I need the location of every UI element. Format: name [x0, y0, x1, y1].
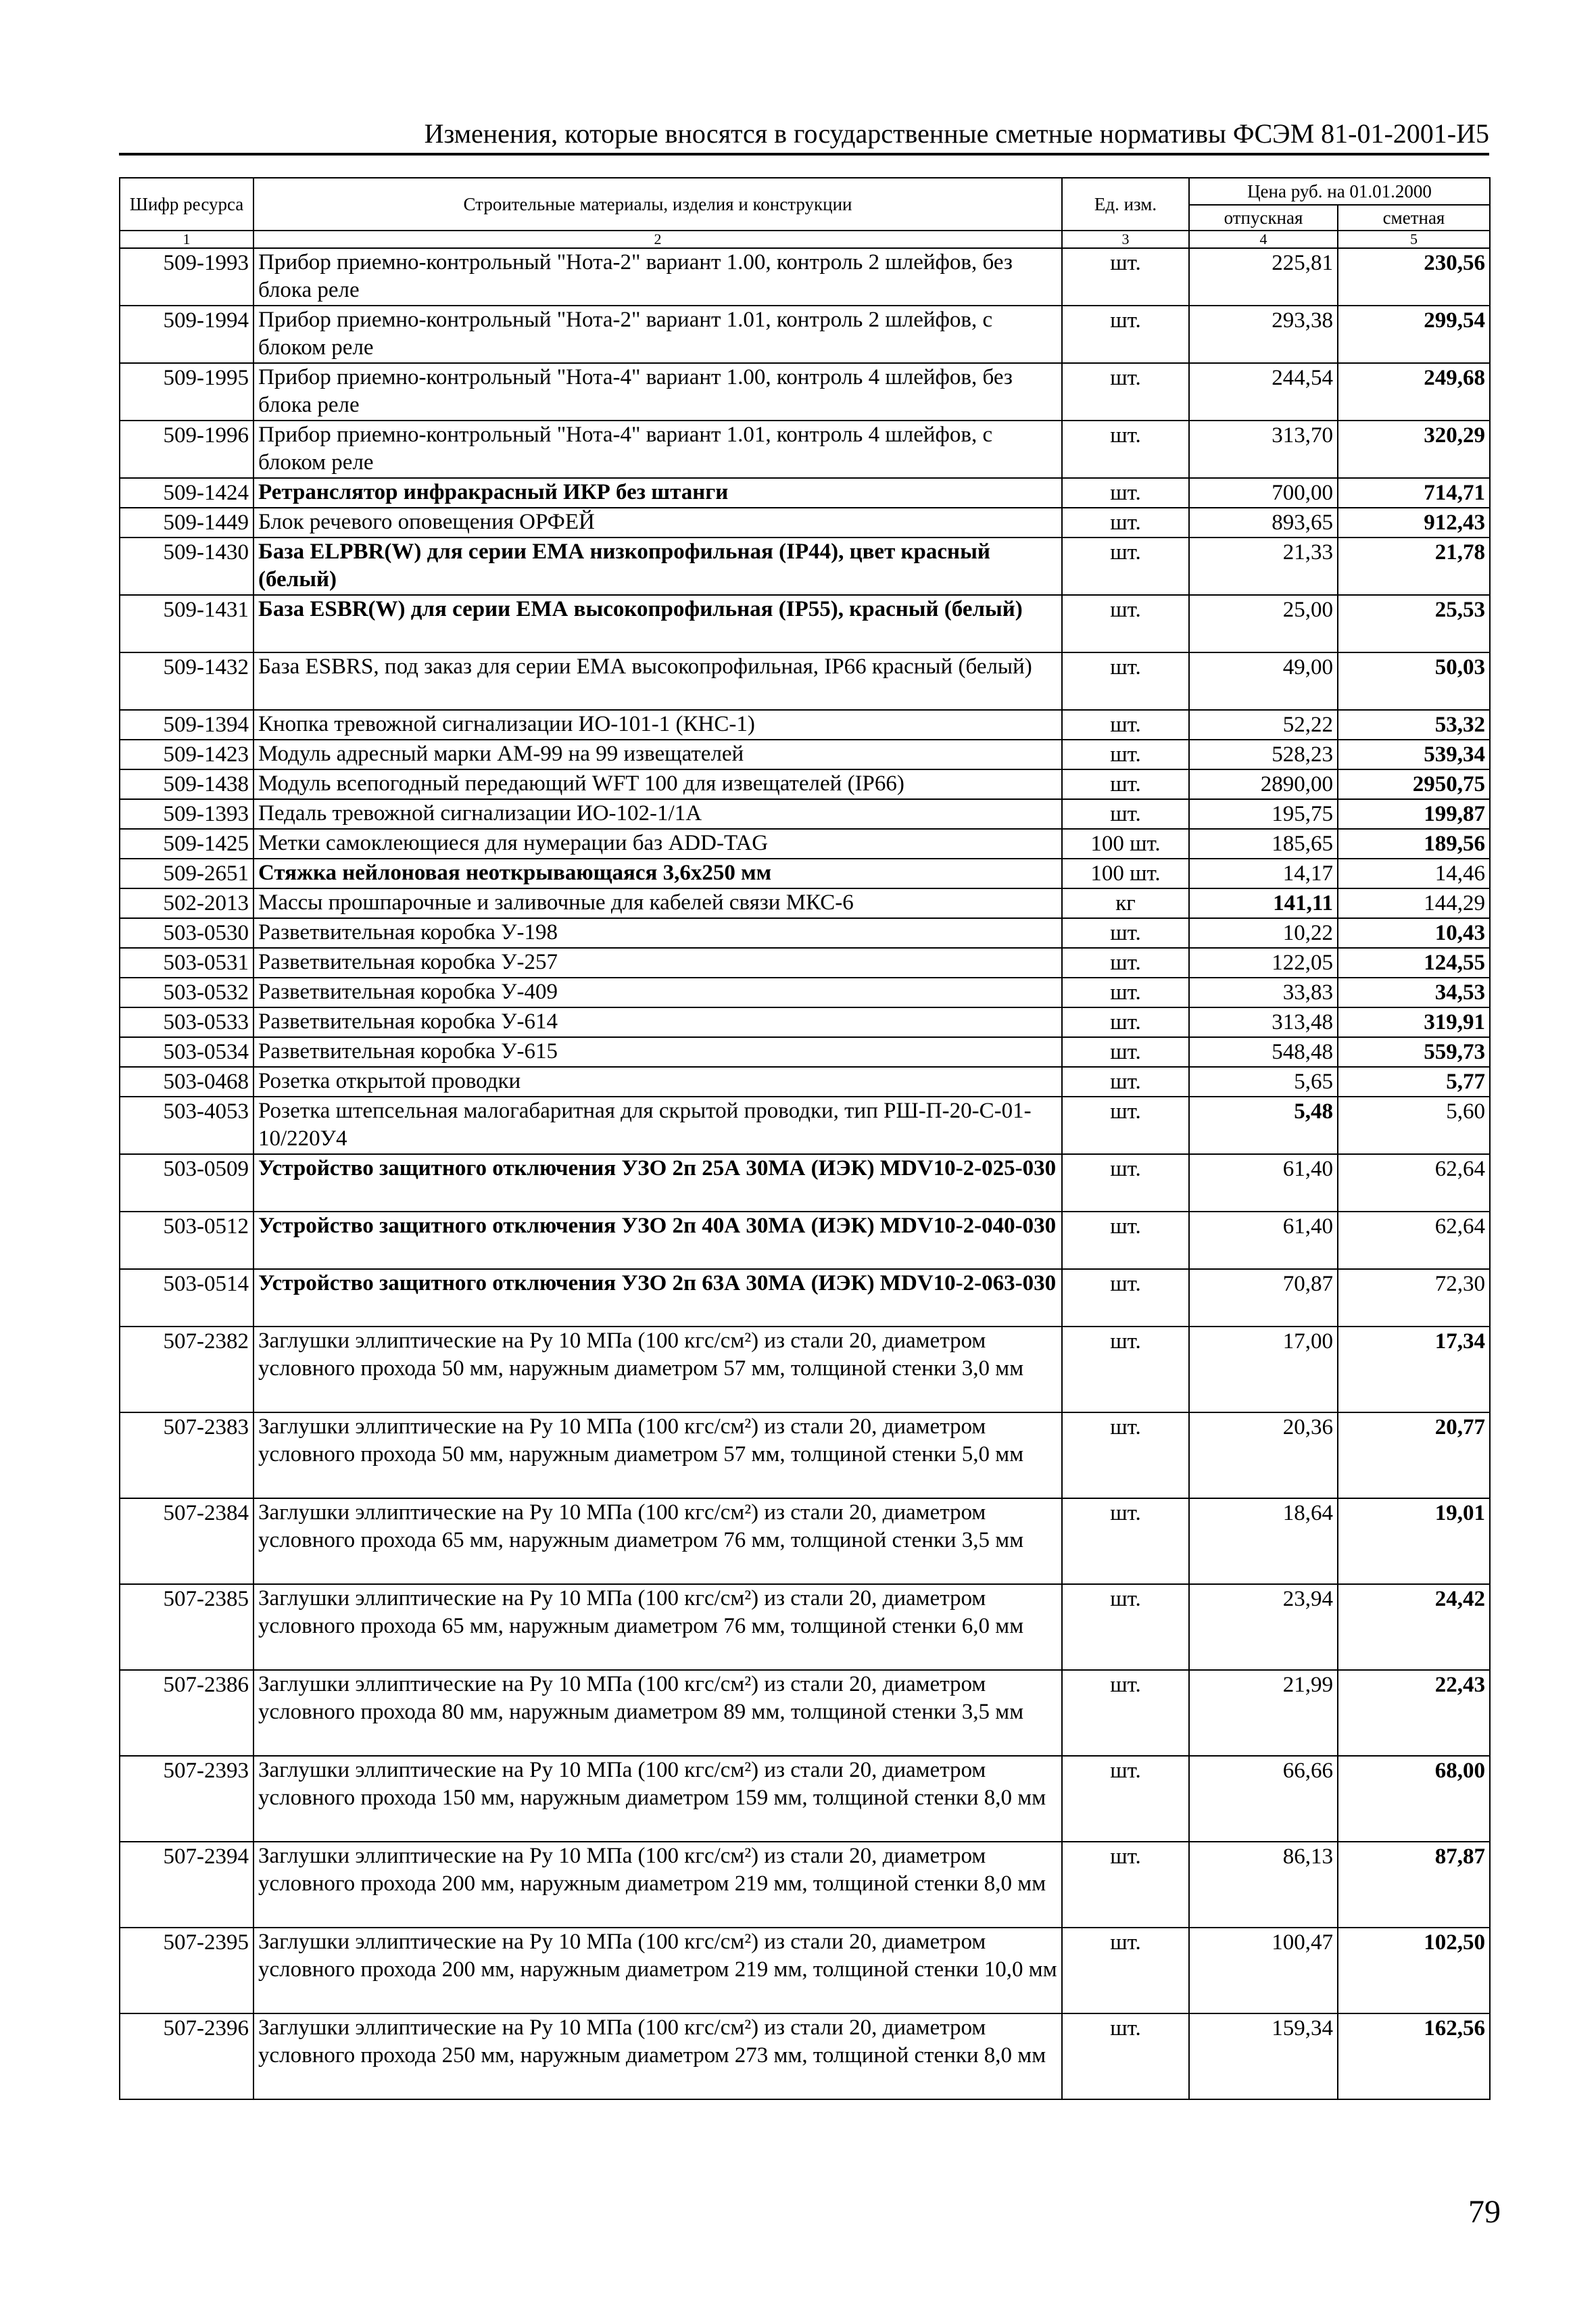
- cell-code: 503-0512: [120, 1212, 253, 1269]
- table-row: [120, 306, 1490, 363]
- cell-price-release: 225,81: [1189, 248, 1338, 306]
- table-row: [120, 248, 1490, 306]
- table-row: [120, 363, 1490, 421]
- cell-price-release: 14,17: [1189, 859, 1338, 888]
- cell-code: 503-0530: [120, 918, 253, 948]
- cell-price-release: 10,22: [1189, 918, 1338, 948]
- cell-price-estimate: 714,71: [1338, 478, 1490, 508]
- cell-name: Блок речевого оповещения ОРФЕЙ: [253, 508, 1062, 538]
- cell-price-estimate: 53,32: [1338, 710, 1490, 740]
- cell-name: Заглушки эллиптические на Ру 10 МПа (100 кгс/см²) из стали 20, диаметром условного прохода 200 мм, наружным диаметром 219 мм, толщиной стенки 8,0 мм: [253, 1842, 1062, 1928]
- page-header-title: Изменения, которые вносятся в государственные сметные нормативы ФСЭМ 81-01-2001-И5: [424, 118, 1489, 149]
- cell-code: 509-1430: [120, 538, 253, 595]
- table-row: [120, 652, 1490, 710]
- table-body: [120, 248, 1490, 2099]
- cell-code: 509-1438: [120, 769, 253, 799]
- column-number: 5: [1338, 231, 1490, 248]
- table-row: [120, 888, 1490, 918]
- table-row: [120, 595, 1490, 652]
- table-row: [120, 1327, 1490, 1412]
- cell-price-estimate: 72,30: [1338, 1269, 1490, 1327]
- cell-price-estimate: 68,00: [1338, 1756, 1490, 1842]
- table-row: [120, 829, 1490, 859]
- cell-unit: шт.: [1062, 1670, 1189, 1756]
- cell-name: Модуль всепогодный передающий WFT 100 для извещателей (IP66): [253, 769, 1062, 799]
- cell-unit: шт.: [1062, 1412, 1189, 1498]
- cell-unit: шт.: [1062, 1067, 1189, 1097]
- cell-code: 507-2385: [120, 1584, 253, 1670]
- cell-price-estimate: 320,29: [1338, 421, 1490, 478]
- table-row: [120, 1498, 1490, 1584]
- cell-price-release: 893,65: [1189, 508, 1338, 538]
- cell-unit: шт.: [1062, 1498, 1189, 1584]
- table-row: [120, 1154, 1490, 1212]
- header-price-group: Цена руб. на 01.01.2000: [1189, 178, 1490, 205]
- cell-name: Устройство защитного отключения УЗО 2п 40А 30МА (ИЭК) MDV10-2-040-030: [253, 1212, 1062, 1269]
- cell-name: База ESBR(W) для серии ЕМА высокопрофильная (IP55), красный (белый): [253, 595, 1062, 652]
- cell-unit: шт.: [1062, 710, 1189, 740]
- cell-code: 503-0531: [120, 948, 253, 978]
- cell-price-release: 700,00: [1189, 478, 1338, 508]
- cell-price-estimate: 319,91: [1338, 1007, 1490, 1037]
- table-row: [120, 918, 1490, 948]
- cell-code: 507-2384: [120, 1498, 253, 1584]
- cell-unit: шт.: [1062, 421, 1189, 478]
- cell-code: 503-0532: [120, 978, 253, 1007]
- cell-code: 509-1424: [120, 478, 253, 508]
- cell-price-release: 70,87: [1189, 1269, 1338, 1327]
- table-row: [120, 1670, 1490, 1756]
- cell-price-release: 548,48: [1189, 1037, 1338, 1067]
- cell-price-estimate: 249,68: [1338, 363, 1490, 421]
- cell-unit: шт.: [1062, 740, 1189, 769]
- cell-price-release: 61,40: [1189, 1212, 1338, 1269]
- cell-code: 507-2382: [120, 1327, 253, 1412]
- cell-unit: шт.: [1062, 948, 1189, 978]
- table-row: [120, 1007, 1490, 1037]
- table-row: [120, 1212, 1490, 1269]
- cell-price-estimate: 17,34: [1338, 1327, 1490, 1412]
- header-rule: [119, 153, 1489, 156]
- cell-unit: шт.: [1062, 1928, 1189, 2013]
- table-row: [120, 710, 1490, 740]
- cell-name: Розетка открытой проводки: [253, 1067, 1062, 1097]
- cell-price-estimate: 539,34: [1338, 740, 1490, 769]
- cell-price-release: 61,40: [1189, 1154, 1338, 1212]
- cell-price-release: 141,11: [1189, 888, 1338, 918]
- cell-code: 509-1995: [120, 363, 253, 421]
- cell-unit: шт.: [1062, 1212, 1189, 1269]
- cell-price-release: 5,65: [1189, 1067, 1338, 1097]
- cell-unit: шт.: [1062, 478, 1189, 508]
- cell-unit: шт.: [1062, 1154, 1189, 1212]
- cell-name: Устройство защитного отключения УЗО 2п 25А 30МА (ИЭК) MDV10-2-025-030: [253, 1154, 1062, 1212]
- table-row: [120, 538, 1490, 595]
- table-row: [120, 1584, 1490, 1670]
- cell-price-release: 528,23: [1189, 740, 1338, 769]
- column-number: 3: [1062, 231, 1189, 248]
- cell-unit: шт.: [1062, 769, 1189, 799]
- cell-price-estimate: 25,53: [1338, 595, 1490, 652]
- cell-code: 507-2383: [120, 1412, 253, 1498]
- table-row: [120, 2013, 1490, 2099]
- header-price-release: отпускная: [1189, 205, 1338, 231]
- cell-name: База ELPBR(W) для серии ЕМА низкопрофильная (IP44), цвет красный (белый): [253, 538, 1062, 595]
- cell-code: 502-2013: [120, 888, 253, 918]
- cell-name: Стяжка нейлоновая неоткрывающаяся 3,6х250 мм: [253, 859, 1062, 888]
- table-row: [120, 1097, 1490, 1154]
- cell-name: Модуль адресный марки АМ-99 на 99 извещателей: [253, 740, 1062, 769]
- cell-code: 507-2386: [120, 1670, 253, 1756]
- cell-unit: шт.: [1062, 652, 1189, 710]
- cell-unit: шт.: [1062, 363, 1189, 421]
- cell-price-estimate: 5,60: [1338, 1097, 1490, 1154]
- cell-unit: шт.: [1062, 1269, 1189, 1327]
- cell-code: 509-1423: [120, 740, 253, 769]
- cell-code: 503-0514: [120, 1269, 253, 1327]
- cell-price-release: 5,48: [1189, 1097, 1338, 1154]
- cell-unit: шт.: [1062, 538, 1189, 595]
- cell-unit: шт.: [1062, 248, 1189, 306]
- cell-code: 509-1994: [120, 306, 253, 363]
- cell-price-release: 49,00: [1189, 652, 1338, 710]
- cell-unit: шт.: [1062, 918, 1189, 948]
- cell-name: Ретранслятор инфракрасный ИКР без штанги: [253, 478, 1062, 508]
- cell-name: Розетка штепсельная малогабаритная для скрытой проводки, тип РШ-П-20-С-01-10/220У4: [253, 1097, 1062, 1154]
- cell-code: 507-2396: [120, 2013, 253, 2099]
- price-table: [119, 177, 1491, 2100]
- table-row: [120, 421, 1490, 478]
- cell-name: Разветвительная коробка У-409: [253, 978, 1062, 1007]
- cell-price-estimate: 199,87: [1338, 799, 1490, 829]
- cell-price-estimate: 5,77: [1338, 1067, 1490, 1097]
- cell-name: Заглушки эллиптические на Ру 10 МПа (100 кгс/см²) из стали 20, диаметром условного прохода 65 мм, наружным диаметром 76 мм, толщиной стенки 3,5 мм: [253, 1498, 1062, 1584]
- cell-name: Заглушки эллиптические на Ру 10 МПа (100 кгс/см²) из стали 20, диаметром условного прохода 50 мм, наружным диаметром 57 мм, толщиной стенки 5,0 мм: [253, 1412, 1062, 1498]
- cell-code: 509-1432: [120, 652, 253, 710]
- cell-price-release: 122,05: [1189, 948, 1338, 978]
- cell-price-release: 33,83: [1189, 978, 1338, 1007]
- cell-price-estimate: 912,43: [1338, 508, 1490, 538]
- cell-price-estimate: 189,56: [1338, 829, 1490, 859]
- cell-name: Заглушки эллиптические на Ру 10 МПа (100 кгс/см²) из стали 20, диаметром условного прохода 80 мм, наружным диаметром 89 мм, толщиной стенки 3,5 мм: [253, 1670, 1062, 1756]
- header-unit: Ед. изм.: [1062, 178, 1189, 231]
- cell-unit: шт.: [1062, 1037, 1189, 1067]
- cell-code: 503-0468: [120, 1067, 253, 1097]
- cell-price-estimate: 21,78: [1338, 538, 1490, 595]
- cell-price-release: 313,70: [1189, 421, 1338, 478]
- column-number: 1: [120, 231, 253, 248]
- cell-unit: шт.: [1062, 508, 1189, 538]
- cell-code: 509-1993: [120, 248, 253, 306]
- header-name: Строительные материалы, изделия и конструкции: [253, 178, 1062, 231]
- table-row: [120, 478, 1490, 508]
- cell-name: Разветвительная коробка У-614: [253, 1007, 1062, 1037]
- cell-price-estimate: 559,73: [1338, 1037, 1490, 1067]
- cell-unit: шт.: [1062, 1756, 1189, 1842]
- cell-name: Заглушки эллиптические на Ру 10 МПа (100 кгс/см²) из стали 20, диаметром условного прохода 250 мм, наружным диаметром 273 мм, толщиной стенки 8,0 мм: [253, 2013, 1062, 2099]
- cell-code: 507-2395: [120, 1928, 253, 2013]
- table-row: [120, 1756, 1490, 1842]
- cell-name: Прибор приемно-контрольный "Нота-4" вариант 1.00, контроль 4 шлейфов, без блока реле: [253, 363, 1062, 421]
- table-row: [120, 508, 1490, 538]
- page-number: 79: [1468, 2194, 1501, 2230]
- cell-price-estimate: 22,43: [1338, 1670, 1490, 1756]
- cell-code: 503-0533: [120, 1007, 253, 1037]
- cell-name: Прибор приемно-контрольный "Нота-4" вариант 1.01, контроль 4 шлейфов, с блоком реле: [253, 421, 1062, 478]
- cell-price-release: 21,99: [1189, 1670, 1338, 1756]
- cell-name: Разветвительная коробка У-198: [253, 918, 1062, 948]
- table-row: [120, 769, 1490, 799]
- cell-code: 509-1449: [120, 508, 253, 538]
- cell-price-release: 18,64: [1189, 1498, 1338, 1584]
- cell-price-estimate: 299,54: [1338, 306, 1490, 363]
- cell-price-estimate: 2950,75: [1338, 769, 1490, 799]
- table-row: [120, 1067, 1490, 1097]
- table-header: [120, 178, 1490, 248]
- column-number: 2: [253, 231, 1062, 248]
- cell-name: Массы прошпарочные и заливочные для кабелей связи МКС-6: [253, 888, 1062, 918]
- table-row: [120, 859, 1490, 888]
- cell-unit: шт.: [1062, 799, 1189, 829]
- cell-price-estimate: 102,50: [1338, 1928, 1490, 2013]
- cell-price-estimate: 144,29: [1338, 888, 1490, 918]
- header-price-estimate: сметная: [1338, 205, 1490, 231]
- cell-price-release: 21,33: [1189, 538, 1338, 595]
- cell-price-estimate: 20,77: [1338, 1412, 1490, 1498]
- cell-code: 503-0534: [120, 1037, 253, 1067]
- cell-name: Кнопка тревожной сигнализации ИО-101-1 (КНС-1): [253, 710, 1062, 740]
- cell-price-estimate: 50,03: [1338, 652, 1490, 710]
- table-row: [120, 1412, 1490, 1498]
- cell-unit: 100 шт.: [1062, 859, 1189, 888]
- cell-price-estimate: 14,46: [1338, 859, 1490, 888]
- cell-name: Заглушки эллиптические на Ру 10 МПа (100 кгс/см²) из стали 20, диаметром условного прохода 200 мм, наружным диаметром 219 мм, толщиной стенки 10,0 мм: [253, 1928, 1062, 2013]
- header-code: Шифр ресурса: [120, 178, 253, 231]
- cell-code: 507-2393: [120, 1756, 253, 1842]
- table-row: [120, 978, 1490, 1007]
- table-row: [120, 1928, 1490, 2013]
- cell-name: Метки самоклеющиеся для нумерации баз ADD-TAG: [253, 829, 1062, 859]
- cell-code: 509-2651: [120, 859, 253, 888]
- cell-name: Разветвительная коробка У-257: [253, 948, 1062, 978]
- cell-price-release: 2890,00: [1189, 769, 1338, 799]
- cell-unit: шт.: [1062, 1584, 1189, 1670]
- cell-price-release: 293,38: [1189, 306, 1338, 363]
- cell-price-estimate: 230,56: [1338, 248, 1490, 306]
- cell-code: 509-1425: [120, 829, 253, 859]
- cell-name: Прибор приемно-контрольный "Нота-2" вариант 1.00, контроль 2 шлейфов, без блока реле: [253, 248, 1062, 306]
- table-row: [120, 1269, 1490, 1327]
- cell-code: 503-4053: [120, 1097, 253, 1154]
- cell-unit: кг: [1062, 888, 1189, 918]
- cell-price-release: 17,00: [1189, 1327, 1338, 1412]
- cell-price-release: 52,22: [1189, 710, 1338, 740]
- cell-code: 509-1431: [120, 595, 253, 652]
- cell-name: Заглушки эллиптические на Ру 10 МПа (100 кгс/см²) из стали 20, диаметром условного прохода 50 мм, наружным диаметром 57 мм, толщиной стенки 3,0 мм: [253, 1327, 1062, 1412]
- cell-price-release: 25,00: [1189, 595, 1338, 652]
- cell-price-release: 100,47: [1189, 1928, 1338, 2013]
- cell-unit: шт.: [1062, 1842, 1189, 1928]
- cell-code: 509-1394: [120, 710, 253, 740]
- cell-price-estimate: 19,01: [1338, 1498, 1490, 1584]
- cell-unit: 100 шт.: [1062, 829, 1189, 859]
- cell-name: Заглушки эллиптические на Ру 10 МПа (100 кгс/см²) из стали 20, диаметром условного прохода 150 мм, наружным диаметром 159 мм, толщиной стенки 8,0 мм: [253, 1756, 1062, 1842]
- cell-code: 509-1996: [120, 421, 253, 478]
- cell-name: Разветвительная коробка У-615: [253, 1037, 1062, 1067]
- cell-price-estimate: 24,42: [1338, 1584, 1490, 1670]
- cell-price-estimate: 62,64: [1338, 1212, 1490, 1269]
- cell-price-release: 159,34: [1189, 2013, 1338, 2099]
- table-row: [120, 740, 1490, 769]
- table-row: [120, 799, 1490, 829]
- cell-unit: шт.: [1062, 1327, 1189, 1412]
- cell-code: 509-1393: [120, 799, 253, 829]
- cell-price-release: 244,54: [1189, 363, 1338, 421]
- cell-name: Прибор приемно-контрольный "Нота-2" вариант 1.01, контроль 2 шлейфов, с блоком реле: [253, 306, 1062, 363]
- cell-price-estimate: 62,64: [1338, 1154, 1490, 1212]
- table-row: [120, 1842, 1490, 1928]
- cell-price-estimate: 34,53: [1338, 978, 1490, 1007]
- cell-unit: шт.: [1062, 2013, 1189, 2099]
- column-number: 4: [1189, 231, 1338, 248]
- table-row: [120, 1037, 1490, 1067]
- cell-price-release: 195,75: [1189, 799, 1338, 829]
- cell-price-release: 20,36: [1189, 1412, 1338, 1498]
- cell-unit: шт.: [1062, 978, 1189, 1007]
- cell-unit: шт.: [1062, 1097, 1189, 1154]
- cell-price-release: 66,66: [1189, 1756, 1338, 1842]
- cell-price-release: 313,48: [1189, 1007, 1338, 1037]
- cell-price-release: 23,94: [1189, 1584, 1338, 1670]
- cell-name: Заглушки эллиптические на Ру 10 МПа (100 кгс/см²) из стали 20, диаметром условного прохода 65 мм, наружным диаметром 76 мм, толщиной стенки 6,0 мм: [253, 1584, 1062, 1670]
- cell-unit: шт.: [1062, 595, 1189, 652]
- cell-name: Устройство защитного отключения УЗО 2п 63А 30МА (ИЭК) MDV10-2-063-030: [253, 1269, 1062, 1327]
- cell-name: База ESBRS, под заказ для серии ЕМА высокопрофильная, IP66 красный (белый): [253, 652, 1062, 710]
- cell-price-release: 86,13: [1189, 1842, 1338, 1928]
- cell-code: 507-2394: [120, 1842, 253, 1928]
- cell-price-estimate: 87,87: [1338, 1842, 1490, 1928]
- cell-price-estimate: 124,55: [1338, 948, 1490, 978]
- cell-code: 503-0509: [120, 1154, 253, 1212]
- cell-name: Педаль тревожной сигнализации ИО-102-1/1А: [253, 799, 1062, 829]
- cell-price-estimate: 10,43: [1338, 918, 1490, 948]
- cell-price-release: 185,65: [1189, 829, 1338, 859]
- cell-price-estimate: 162,56: [1338, 2013, 1490, 2099]
- cell-unit: шт.: [1062, 1007, 1189, 1037]
- cell-unit: шт.: [1062, 306, 1189, 363]
- table-row: [120, 948, 1490, 978]
